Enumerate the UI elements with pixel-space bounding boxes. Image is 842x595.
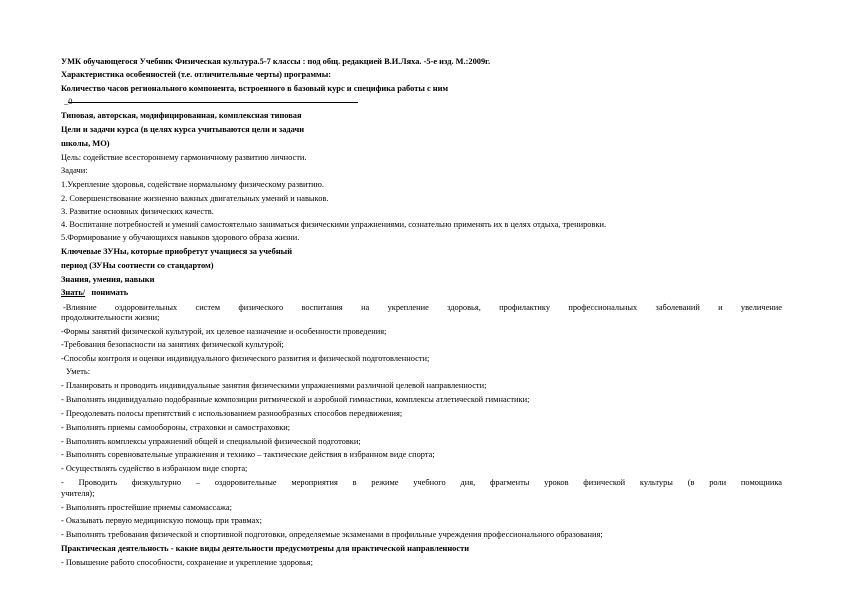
task-item: 5.Формирование у обучающихся навыков здорового образа жизни. <box>61 233 300 242</box>
can-item: - Выполнять приемы самообороны, страховки и самостраховки; <box>61 423 291 432</box>
task-item: 3. Развитие основных физических качеств. <box>61 207 214 216</box>
program-features-heading: Характеристика особенностей (т.е. отличительные черты) программы: <box>61 70 332 79</box>
can-item: - Преодолевать полосы препятствий с использованием разнообразных способов передвижения; <box>61 409 403 418</box>
can-item: - Оказывать первую медицинскую помощь при травмах; <box>61 516 262 525</box>
task-item: 1.Укрепление здоровья, содействие нормальному физическому развитию. <box>61 180 324 189</box>
can-item: - Выполнять комплексы упражнений общей и специальной физической подготовки; <box>61 437 361 446</box>
understand-label: понимать <box>91 288 129 297</box>
know-item: -Требования безопасности на занятиях физической культурой; <box>61 340 284 349</box>
regional-hours-line: Количество часов регионального компонента, встроенного в базовый курс и специфика работы с ним <box>61 84 449 93</box>
can-item: - Проводить физкультурно – оздоровительные мероприятия в режиме учебного дня, фрагменты уроков физической культуры (в роли помощника <box>61 478 782 487</box>
tasks-heading: Задачи: <box>61 166 88 175</box>
skills-heading: Знания, умения, навыки <box>61 275 155 284</box>
can-item: - Планировать и проводить индивидуальные занятия физическими упражнениями различной целевой направленности; <box>61 381 487 390</box>
key-skills-heading: Ключевые ЗУНы, которые приобретут учащиеся за учебный <box>61 247 293 256</box>
task-item: 4. Воспитание потребностей и умений самостоятельно заниматься физическими упражнениями, сознательно применять их в целях отдыха, тренировки. <box>61 220 607 229</box>
can-item-cont: учителя); <box>61 489 95 498</box>
know-item: -Способы контроля и оценки индивидуального физического развития и физической подготовленности; <box>61 354 430 363</box>
practical-heading: Практическая деятельность - какие виды деятельности предусмотрены для практической направленности <box>61 544 470 553</box>
umk-line: УМК обучающегося Учебник Физическая культура.5-7 классы : под общ. редакцией В.И.Ляха. -5-е изд. М.:2009г. <box>61 57 491 66</box>
key-skills-heading-cont: период (ЗУНы соотнести со стандартом) <box>61 261 214 270</box>
can-item: - Выполнять соревновательные упражнения и технико – тактические действия в избранном виде спорта; <box>61 450 435 459</box>
know-label: Знать/ <box>61 288 86 297</box>
can-item: - Выполнять простейшие приемы самомассажа; <box>61 503 232 512</box>
program-type-line: Типовая, авторская, модифицированная, комплексная типовая <box>61 111 302 120</box>
regional-hours-value: _0 <box>64 97 73 106</box>
can-item: - Выполнять индивидуально подобранные композиции ритмической и аэробной гимнастики, комплексы атлетической гимнастики; <box>61 395 530 404</box>
know-item: -Влияние оздоровительных систем физического воспитания на укрепление здоровья, профилактику профессиональных заболеваний и увеличение <box>63 303 782 312</box>
know-item-cont: продолжительности жизни; <box>61 313 160 322</box>
goals-heading: Цели и задачи курса (в целях курса учитываются цели и задачи <box>61 125 305 134</box>
goals-heading-cont: школы, МО) <box>61 139 110 148</box>
know-item: -Формы занятий физической культурой, их целевое назначение и особенности проведения; <box>61 327 387 336</box>
can-heading: Уметь: <box>66 367 91 376</box>
task-item: 2. Совершенствование жизненно важных двигательных умений и навыков. <box>61 194 329 203</box>
can-item: - Осуществлять судейство в избранном виде спорта; <box>61 464 248 473</box>
know-heading <box>61 288 128 298</box>
underline-rule <box>68 102 358 103</box>
practical-item: - Повышение работо способности, сохранение и укрепление здоровья; <box>61 558 313 567</box>
can-item: - Выполнять требования физической и спортивной подготовки, определяемые экзаменами в профильные учреждения профессионального образования; <box>61 530 603 539</box>
goal-text: Цель: содействие всестороннему гармоничному развитию личности. <box>61 153 307 162</box>
